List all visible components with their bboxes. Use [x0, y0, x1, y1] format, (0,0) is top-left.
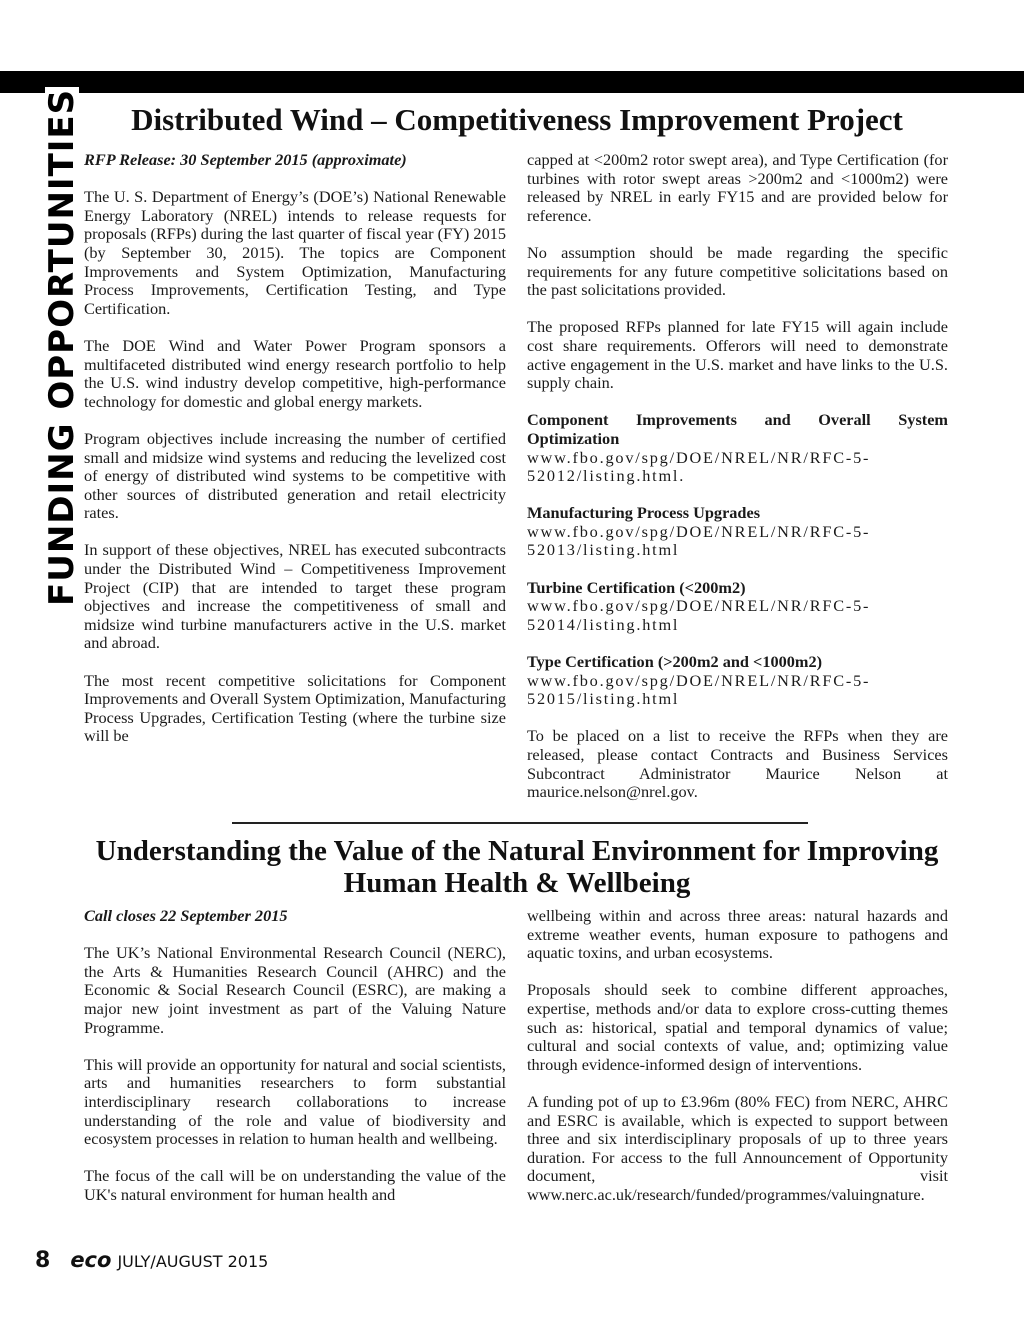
article1-paragraph: The DOE Wind and Water Power Program sponsors a multifaceted distributed wind energy research portfolio to help the U.S. wind industry develop competitive, high-performance technology for domestic and global energy markets. [84, 335, 506, 411]
article2-left-column [84, 907, 506, 1223]
article1-paragraph: No assumption should be made regarding the specific requirements for any future competitive solicitations based on the past solicitations provided. [527, 242, 948, 300]
article2-paragraph: This will provide an opportunity for natural and social scientists, arts and humanities researchers to form substantial interdisciplinary research collaborations to increase understanding of the role and value of biodiversity and ecosystem processes in relation to human health and wellbeing. [84, 1054, 506, 1149]
article2-paragraph: Proposals should seek to combine different approaches, expertise, methods and/or data to explore cross-cutting themes such as: historical, spatial and temporal dynamics of value; cultural and social contexts of value, and; optimizing value through evidence-informed design of interventions. [527, 980, 948, 1074]
section-label-text: FUNDING OPPORTUNITIES [42, 88, 82, 606]
solicitation-url[interactable]: www.fbo.gov/spg/DOE/NREL/NR/RFC-5-52014/listing.html [527, 596, 871, 634]
solicitation-link-block [527, 579, 948, 635]
article2-right-column [527, 907, 948, 1223]
article1-paragraph: The most recent competitive solicitations for Component Improvements and Overall System Optimization, Manufacturing Process Upgrades, Certification Testing (where the turbine size will be [84, 670, 506, 746]
article2-paragraph: The focus of the call will be on understanding the value of the UK's natural environment for human health and [84, 1166, 506, 1204]
solicitation-url[interactable]: www.fbo.gov/spg/DOE/NREL/NR/RFC-5-52013/listing.html [527, 521, 871, 560]
article2-title: Understanding the Value of the Natural Environment for Improving Human Health & Wellbeing [95, 835, 939, 899]
article2-dateline: Call closes 22 September 2015 [84, 906, 288, 925]
article1-contact: To be placed on a list to receive the RFPs when they are released, please contact Contracts and Business Services Subcontract Administrator Maurice Nelson at maurice.nelson@nrel.gov. [527, 726, 948, 802]
solicitation-heading: Type Certification (>200m2 and <1000m2) [527, 652, 823, 672]
article2-paragraph: The UK’s National Environmental Research Council (NERC), the Arts & Humanities Research Council (AHRC) and the Economic & Social Research Council (ESRC), are making a major new joint investment as part of the Valuing Nature Programme. [84, 943, 506, 1037]
page-footer [35, 1248, 435, 1274]
article1-paragraph: Program objectives include increasing the number of certified small and midsize wind systems and reducing the levelized cost of energy of distributed wind systems to be competitive with other sources of distributed generation and retail electricity rates. [84, 428, 506, 523]
header-bar [0, 71, 1024, 93]
article2-paragraph: A funding pot of up to £3.96m (80% FEC) from NERC, AHRC and ESRC is available, which is expected to support between three and six interdisciplinary proposals of up to three years duration. For access to the full Announcement of Opportunity document, visit www.nerc.ac.uk/research/funded/programmes/valuingnature. [527, 1091, 948, 1204]
solicitation-heading: Turbine Certification (<200m2) [527, 577, 746, 597]
solicitation-url[interactable]: www.fbo.gov/spg/DOE/NREL/NR/RFC-5-52015/listing.html [527, 670, 871, 709]
solicitation-link-block [527, 504, 948, 560]
article1-paragraph: The U. S. Department of Energy’s (DOE’s) National Renewable Energy Laboratory (NREL) intends to release requests for proposals (RFPs) during the last quarter of fiscal year (FY) 2015 (by September 30, 2015). The topics are Component Improvements and System Optimization, Manufacturing Process Improvements, Certification Testing, and Type Certification. [84, 187, 506, 318]
article1-title: Distributed Wind – Competitiveness Improvement Project [131, 102, 903, 137]
solicitation-heading: Manufacturing Process Upgrades [527, 503, 761, 523]
article1-paragraph: In support of these objectives, NREL has executed subcontracts under the Distributed Wind – Competitiveness Improvement Project (CIP) that are intended to target these program objectives and increase the competitiveness of small and midsize wind turbine manufacturers active in the U.S. market and abroad. [84, 540, 506, 653]
article-divider [232, 822, 808, 824]
solicitation-link-block [527, 653, 948, 709]
page-number: 8 [35, 1248, 51, 1273]
article1-right-column [527, 151, 948, 820]
article2-paragraph: wellbeing within and across three areas: natural hazards and extreme weather events, human exposure to pathogens and aquatic toxins, and urban ecosystems. [527, 906, 948, 963]
article1-paragraph: capped at <200m2 rotor swept area), and Type Certification (for turbines with rotor swept areas >200m2 and <1000m2) were released by NREL in early FY15 and are provided below for reference. [527, 150, 948, 225]
solicitation-heading: Component Improvements and Overall System Optimization [527, 410, 948, 448]
article1-paragraph: The proposed RFPs planned for late FY15 will again include cost share requirements. Offerors will need to demonstrate active engagement in the U.S. market and have links to the U.S. supply chain. [527, 317, 948, 393]
solicitation-link-block [527, 411, 948, 485]
magazine-logo: eco [70, 1248, 112, 1272]
article1-left-column [84, 151, 506, 765]
solicitation-url[interactable]: www.fbo.gov/spg/DOE/NREL/NR/RFC-5-52012/listing.html. [527, 447, 871, 486]
article1-dateline: RFP Release: 30 September 2015 (approximate) [84, 150, 407, 169]
issue-date: JULY/AUGUST 2015 [117, 1252, 269, 1271]
